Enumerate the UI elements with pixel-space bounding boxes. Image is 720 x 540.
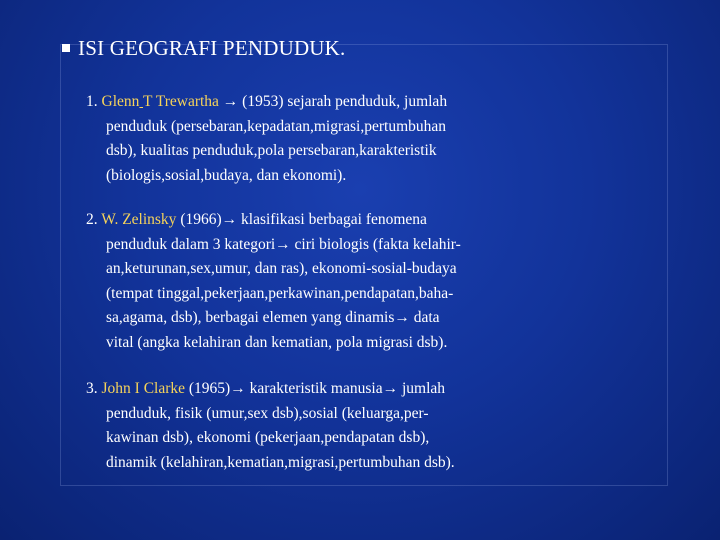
- square-bullet-icon: [62, 44, 70, 52]
- list-item-3-first-line: [86, 377, 606, 402]
- author-name: W. Zelinsky: [101, 211, 177, 228]
- item-text: (1966)→ klasifikasi berbagai fenomena: [176, 211, 427, 228]
- item-number: 1.: [86, 93, 98, 110]
- list-item-2: [86, 208, 606, 355]
- item-line: kawinan dsb), ekonomi (pekerjaan,pendapatan dsb),: [106, 429, 430, 446]
- list-item-1-first-line: [86, 90, 606, 115]
- slide-title-text: ISI GEOGRAFI PENDUDUK.: [78, 36, 346, 60]
- slide-title: [62, 36, 346, 61]
- item-line: vital (angka kelahiran dan kematian, pola migrasi dsb).: [106, 333, 448, 351]
- author-name-part-2: T Trewartha: [143, 93, 219, 110]
- item-line: (tempat tinggal,pekerjaan,perkawinan,pendapatan,baha-: [106, 284, 454, 302]
- list-item-1: [86, 90, 606, 188]
- item-line: sa,agama, dsb), berbagai elemen yang dinamis→ data: [106, 309, 440, 326]
- item-line: dinamik (kelahiran,kematian,migrasi,pertumbuhan dsb).: [106, 453, 455, 471]
- list-item-3: [86, 377, 606, 475]
- author-name: John I Clarke: [101, 380, 186, 397]
- item-line: an,keturunan,sex,umur, dan ras), ekonomi-sosial-budaya: [106, 260, 457, 277]
- item-text: → (1953) sejarah penduduk, jumlah: [218, 93, 448, 110]
- item-number: 2.: [86, 211, 98, 228]
- item-line: penduduk (persebaran,kepadatan,migrasi,pertumbuhan: [106, 117, 447, 135]
- list-item-2-first-line: [86, 208, 606, 233]
- item-text: (1965)→ karakteristik manusia→ jumlah: [185, 380, 446, 397]
- item-line: penduduk, fisik (umur,sex dsb),sosial (keluarga,per-: [106, 404, 429, 422]
- item-line: (biologis,sosial,budaya, dan ekonomi).: [106, 166, 347, 184]
- author-name-part-1: Glenn: [101, 93, 140, 110]
- item-line: dsb), kualitas penduduk,pola persebaran,karakteristik: [106, 142, 437, 159]
- item-number: 3.: [86, 380, 98, 397]
- item-line: penduduk dalam 3 kategori→ ciri biologis (fakta kelahir-: [106, 235, 461, 253]
